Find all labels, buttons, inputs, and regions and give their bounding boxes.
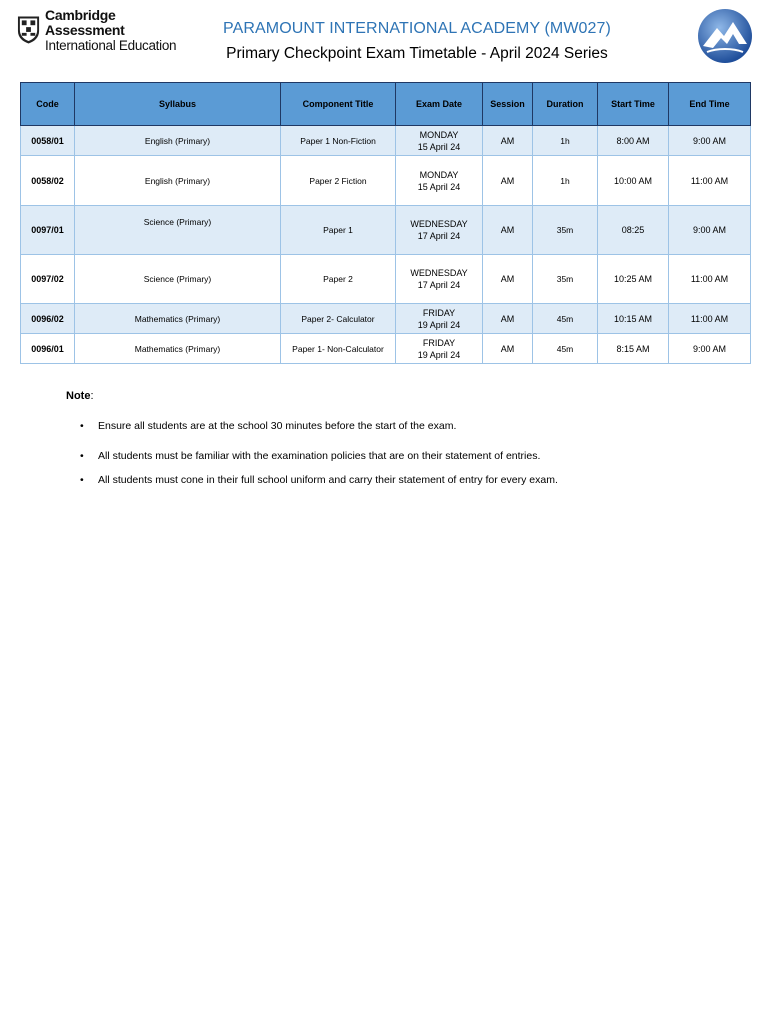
cambridge-logo	[17, 6, 192, 53]
row-duration: 45m	[533, 304, 598, 334]
timetable-title: Primary Checkpoint Exam Timetable - April 2024 Series	[226, 45, 608, 62]
row-date: 17 April 24	[417, 280, 461, 290]
note-text: All students must cone in their full school uniform and carry their statement of entry for every exam.	[98, 474, 558, 486]
row-code: 0097/02	[21, 255, 75, 304]
row-component: Paper 2 Fiction	[281, 156, 396, 206]
row-syllabus: Mathematics (Primary)	[75, 334, 281, 364]
row-start: 10:25 AM	[598, 255, 669, 304]
list-item: • Ensure all students are at the school 30 minutes before the start of the exam.	[80, 420, 457, 432]
row-end: 9:00 AM	[669, 334, 751, 364]
table-row	[21, 304, 751, 334]
col-session: Session	[483, 83, 533, 126]
row-date: 15 April 24	[417, 141, 461, 152]
row-end: 9:00 AM	[669, 126, 751, 156]
row-session: AM	[483, 126, 533, 156]
row-component: Paper 2	[281, 255, 396, 304]
row-component: Paper 1	[281, 206, 396, 255]
list-item: • All students must cone in their full school uniform and carry their statement of entry for every exam.	[80, 474, 558, 486]
row-day: FRIDAY	[422, 337, 456, 348]
row-day: FRIDAY	[422, 307, 456, 318]
row-code: 0058/02	[21, 156, 75, 206]
row-exam-date	[396, 304, 483, 334]
row-syllabus: English (Primary)	[75, 126, 281, 156]
note-text: All students must be familiar with the examination policies that are on their statement of entries.	[98, 450, 541, 462]
row-start: 10:15 AM	[598, 304, 669, 334]
row-date: 19 April 24	[417, 349, 461, 360]
list-item: • All students must be familiar with the examination policies that are on their statement of entries.	[80, 450, 541, 462]
row-duration: 35m	[533, 255, 598, 304]
row-start: 8:15 AM	[598, 334, 669, 364]
school-name: PARAMOUNT INTERNATIONAL ACADEMY (MW027)	[223, 20, 611, 37]
logo-line-2: International Education	[45, 37, 177, 53]
table-row	[21, 126, 751, 156]
row-date: 19 April 24	[417, 319, 461, 330]
col-end-time: End Time	[669, 83, 751, 126]
table-row	[21, 156, 751, 206]
row-syllabus: Mathematics (Primary)	[75, 304, 281, 334]
note-label: Note	[66, 390, 91, 402]
row-session: AM	[483, 156, 533, 206]
row-start: 10:00 AM	[598, 156, 669, 206]
row-exam-date	[396, 126, 483, 156]
row-code: 0096/01	[21, 334, 75, 364]
exam-timetable	[20, 82, 751, 364]
row-exam-date	[396, 156, 483, 206]
row-exam-date	[396, 255, 483, 304]
col-syllabus: Syllabus	[75, 83, 281, 126]
row-component: Paper 1- Non-Calculator	[281, 334, 396, 364]
row-syllabus: Science (Primary)	[75, 206, 281, 255]
row-date: 17 April 24	[417, 231, 461, 241]
row-day: WEDNESDAY	[410, 268, 468, 278]
row-component: Paper 2- Calculator	[281, 304, 396, 334]
table-row	[21, 334, 751, 364]
row-session: AM	[483, 206, 533, 255]
table-row	[21, 255, 751, 304]
row-component: Paper 1 Non-Fiction	[281, 126, 396, 156]
row-code: 0097/01	[21, 206, 75, 255]
row-duration: 1h	[533, 126, 598, 156]
row-session: AM	[483, 255, 533, 304]
row-syllabus: Science (Primary)	[75, 255, 281, 304]
table-header-row	[21, 83, 751, 126]
row-day: WEDNESDAY	[410, 219, 468, 229]
academy-mountain-logo-icon	[697, 8, 753, 64]
row-end: 11:00 AM	[669, 255, 751, 304]
row-code: 0058/01	[21, 126, 75, 156]
col-duration: Duration	[533, 83, 598, 126]
row-end: 9:00 AM	[669, 206, 751, 255]
row-end: 11:00 AM	[669, 156, 751, 206]
cambridge-crest-icon	[17, 15, 40, 45]
row-date: 15 April 24	[417, 181, 461, 192]
row-duration: 1h	[533, 156, 598, 206]
row-end: 11:00 AM	[669, 304, 751, 334]
row-syllabus: English (Primary)	[75, 156, 281, 206]
col-start-time: Start Time	[598, 83, 669, 126]
col-exam-date: Exam Date	[396, 83, 483, 126]
logo-line-1: Cambridge Assessment	[45, 6, 125, 38]
row-session: AM	[483, 334, 533, 364]
row-exam-date	[396, 206, 483, 255]
row-day: MONDAY	[419, 169, 459, 180]
row-duration: 35m	[533, 206, 598, 255]
row-session: AM	[483, 304, 533, 334]
col-component-title: Component Title	[281, 83, 396, 126]
row-day: MONDAY	[419, 129, 459, 140]
note-heading: Note:	[66, 390, 94, 402]
note-text: Ensure all students are at the school 30 minutes before the start of the exam.	[98, 420, 457, 432]
row-code: 0096/02	[21, 304, 75, 334]
row-exam-date	[396, 334, 483, 364]
row-start: 08:25	[598, 206, 669, 255]
row-start: 8:00 AM	[598, 126, 669, 156]
row-duration: 45m	[533, 334, 598, 364]
table-row	[21, 206, 751, 255]
col-code: Code	[21, 83, 75, 126]
